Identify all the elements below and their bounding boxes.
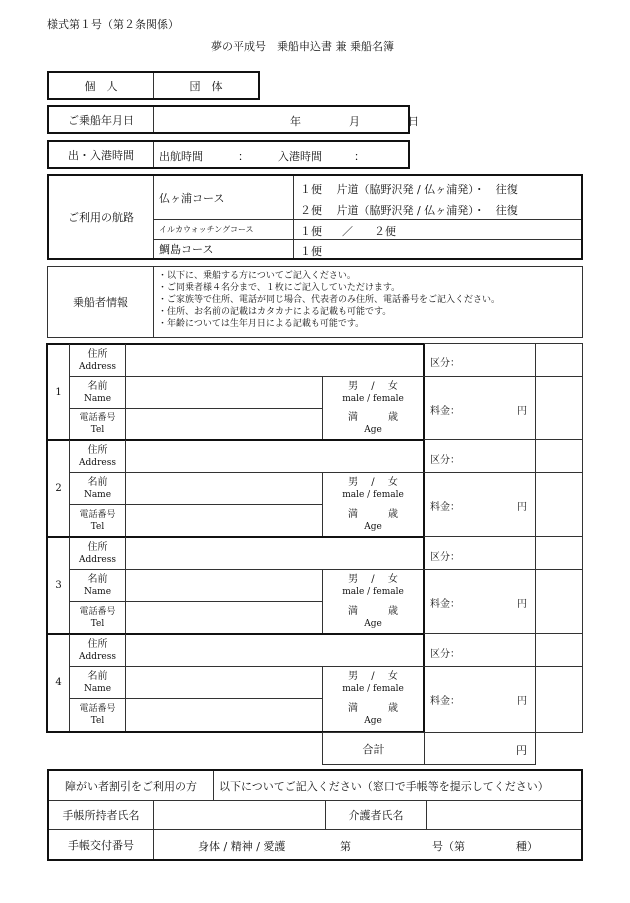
dolphin-trip-1[interactable]: １便 (300, 225, 322, 238)
arrival-label: 入港時間 (278, 150, 322, 163)
age-field[interactable]: 満 歳 Age (348, 702, 398, 726)
gender-select[interactable]: 男 / 女 male / female (342, 476, 404, 500)
route-dolphin: イルカウォッチングコース (159, 225, 254, 234)
category-field[interactable]: 区分： (430, 552, 460, 563)
fee-field[interactable]: 料金： 円 (430, 502, 527, 513)
issue-number-label: 手帳交付番号 (68, 838, 134, 852)
passenger-block-1 (46, 343, 583, 440)
note-4: ・住所、お名前の記載はカタカナによる記載も可能です。 (158, 307, 392, 317)
option-individual[interactable]: 個 人 (84, 79, 118, 93)
caregiver-name-label: 介護者氏名 (348, 809, 404, 822)
age-field[interactable]: 満 歳 Age (348, 412, 398, 435)
taijima-trip-1[interactable]: １便 (300, 245, 322, 258)
hotokegaura-trip-1[interactable]: １便 片道（脇野沢発 / 仏ヶ浦発）・ 往復 (300, 183, 518, 196)
applicant-type-box (47, 71, 260, 100)
passenger-block-4 (46, 634, 583, 733)
tel-label: 電話番号 Tel (79, 509, 116, 532)
gender-select[interactable]: 男 / 女 male / female (342, 573, 404, 597)
name-field[interactable] (126, 570, 322, 601)
gender-select[interactable]: 男 / 女 male / female (342, 670, 404, 694)
tel-field[interactable] (126, 602, 322, 633)
category-field[interactable]: 区分： (430, 358, 460, 369)
total-label: 合計 (362, 742, 385, 756)
passenger-info-label: 乗船者情報 (73, 296, 128, 309)
port-times-box (47, 140, 410, 169)
port-times-label: 出・入港時間 (68, 148, 134, 162)
passenger-number: 4 (55, 677, 62, 688)
routes-box (47, 174, 583, 260)
passenger-block-3 (46, 537, 583, 634)
address-field[interactable] (126, 441, 422, 472)
arrival-colon: ： (354, 150, 365, 163)
address-label: 住所 Address (79, 348, 116, 372)
passenger-block-2 (46, 440, 583, 537)
boarding-date-field[interactable] (154, 107, 419, 132)
total-yen: 円 (516, 744, 527, 757)
passenger-table (46, 343, 583, 766)
note-3: ・ご家族等で住所、電話が同じ場合、代表者のみ住所、電話番号をご記入ください。 (158, 295, 501, 305)
tel-field[interactable] (126, 409, 322, 439)
departure-label: 出航時間 (159, 150, 203, 163)
address-field[interactable] (126, 345, 422, 376)
passenger-number: 3 (55, 580, 62, 591)
go-label: 号（第 (432, 840, 465, 853)
route-hotokegaura: 仏ヶ浦コース (159, 191, 225, 205)
departure-colon: ： (238, 150, 249, 163)
dai-label: 第 (340, 840, 351, 853)
day-label: 日 (408, 115, 419, 128)
name-label: 名前 Name (83, 476, 112, 500)
disability-label: 障がい者割引をご利用の方 (65, 779, 197, 793)
routes-label: ご利用の航路 (68, 211, 134, 224)
caregiver-name-field[interactable] (427, 801, 581, 829)
passenger-info-box (47, 266, 583, 338)
address-label: 住所 Address (79, 541, 116, 565)
name-field[interactable] (126, 473, 322, 504)
note-2: ・ご同乗者様４名分まで、１枚にご記入していただけます。 (158, 283, 401, 293)
form-number: 様式第１号（第２条関係） (47, 18, 179, 31)
total-field[interactable] (425, 733, 535, 764)
age-field[interactable]: 満 歳 Age (348, 508, 398, 532)
tel-field[interactable] (126, 699, 322, 730)
name-field[interactable] (126, 377, 322, 408)
passenger-number: 1 (55, 386, 62, 398)
shu-label: 種） (516, 840, 538, 853)
name-label: 名前 Name (83, 670, 112, 694)
option-group[interactable]: 団 体 (189, 79, 223, 93)
name-label: 名前 Name (83, 573, 112, 597)
tel-label: 電話番号 Tel (79, 413, 116, 435)
port-times-field[interactable] (154, 142, 408, 167)
tel-field[interactable] (126, 505, 322, 536)
issue-number-field[interactable] (154, 830, 581, 859)
page-title: 夢の平成号 乗船申込書 兼 乗船名簿 (211, 40, 394, 53)
holder-name-field[interactable] (154, 801, 325, 829)
tel-label: 電話番号 Tel (79, 703, 116, 726)
hotokegaura-trip-2[interactable]: ２便 片道（脇野沢発 / 仏ヶ浦発）・ 往復 (300, 204, 518, 217)
note-1: ・以下に、乗船する方についてご記入ください。 (158, 271, 356, 281)
dolphin-slash: ／ (342, 225, 353, 238)
boarding-date-box (47, 105, 419, 134)
route-taijima: 鯛島コース (159, 243, 214, 256)
address-label: 住所 Address (79, 444, 116, 468)
address-label: 住所 Address (79, 638, 116, 662)
address-field[interactable] (126, 538, 422, 569)
fee-field[interactable]: 料金： 円 (430, 406, 527, 417)
passenger-number: 2 (55, 483, 62, 494)
dolphin-trip-2[interactable]: ２便 (374, 225, 396, 238)
gender-select[interactable]: 男 / 女 male / female (342, 380, 404, 404)
note-5: ・年齢については生年月日による記載も可能です。 (158, 319, 365, 329)
category-field[interactable]: 区分： (430, 455, 460, 466)
disability-box (47, 769, 583, 861)
month-label: 月 (349, 115, 360, 128)
name-field[interactable] (126, 667, 322, 698)
fee-field[interactable]: 料金： 円 (430, 696, 527, 707)
tel-label: 電話番号 Tel (79, 606, 116, 629)
holder-name-label: 手帳所持者氏名 (62, 809, 140, 822)
name-label: 名前 Name (83, 380, 112, 404)
age-field[interactable]: 満 歳 Age (348, 605, 398, 629)
fee-field[interactable]: 料金： 円 (430, 599, 527, 610)
address-field[interactable] (126, 635, 422, 666)
disability-instruction: 以下についてご記入ください（窓口で手帳等を提示してください） (219, 779, 549, 793)
category-field[interactable]: 区分： (430, 649, 460, 660)
year-label: 年 (290, 115, 301, 128)
boarding-date-label: ご乗船年月日 (68, 113, 134, 127)
handbook-type-select[interactable]: 身体 / 精神 / 愛護 (198, 840, 286, 853)
